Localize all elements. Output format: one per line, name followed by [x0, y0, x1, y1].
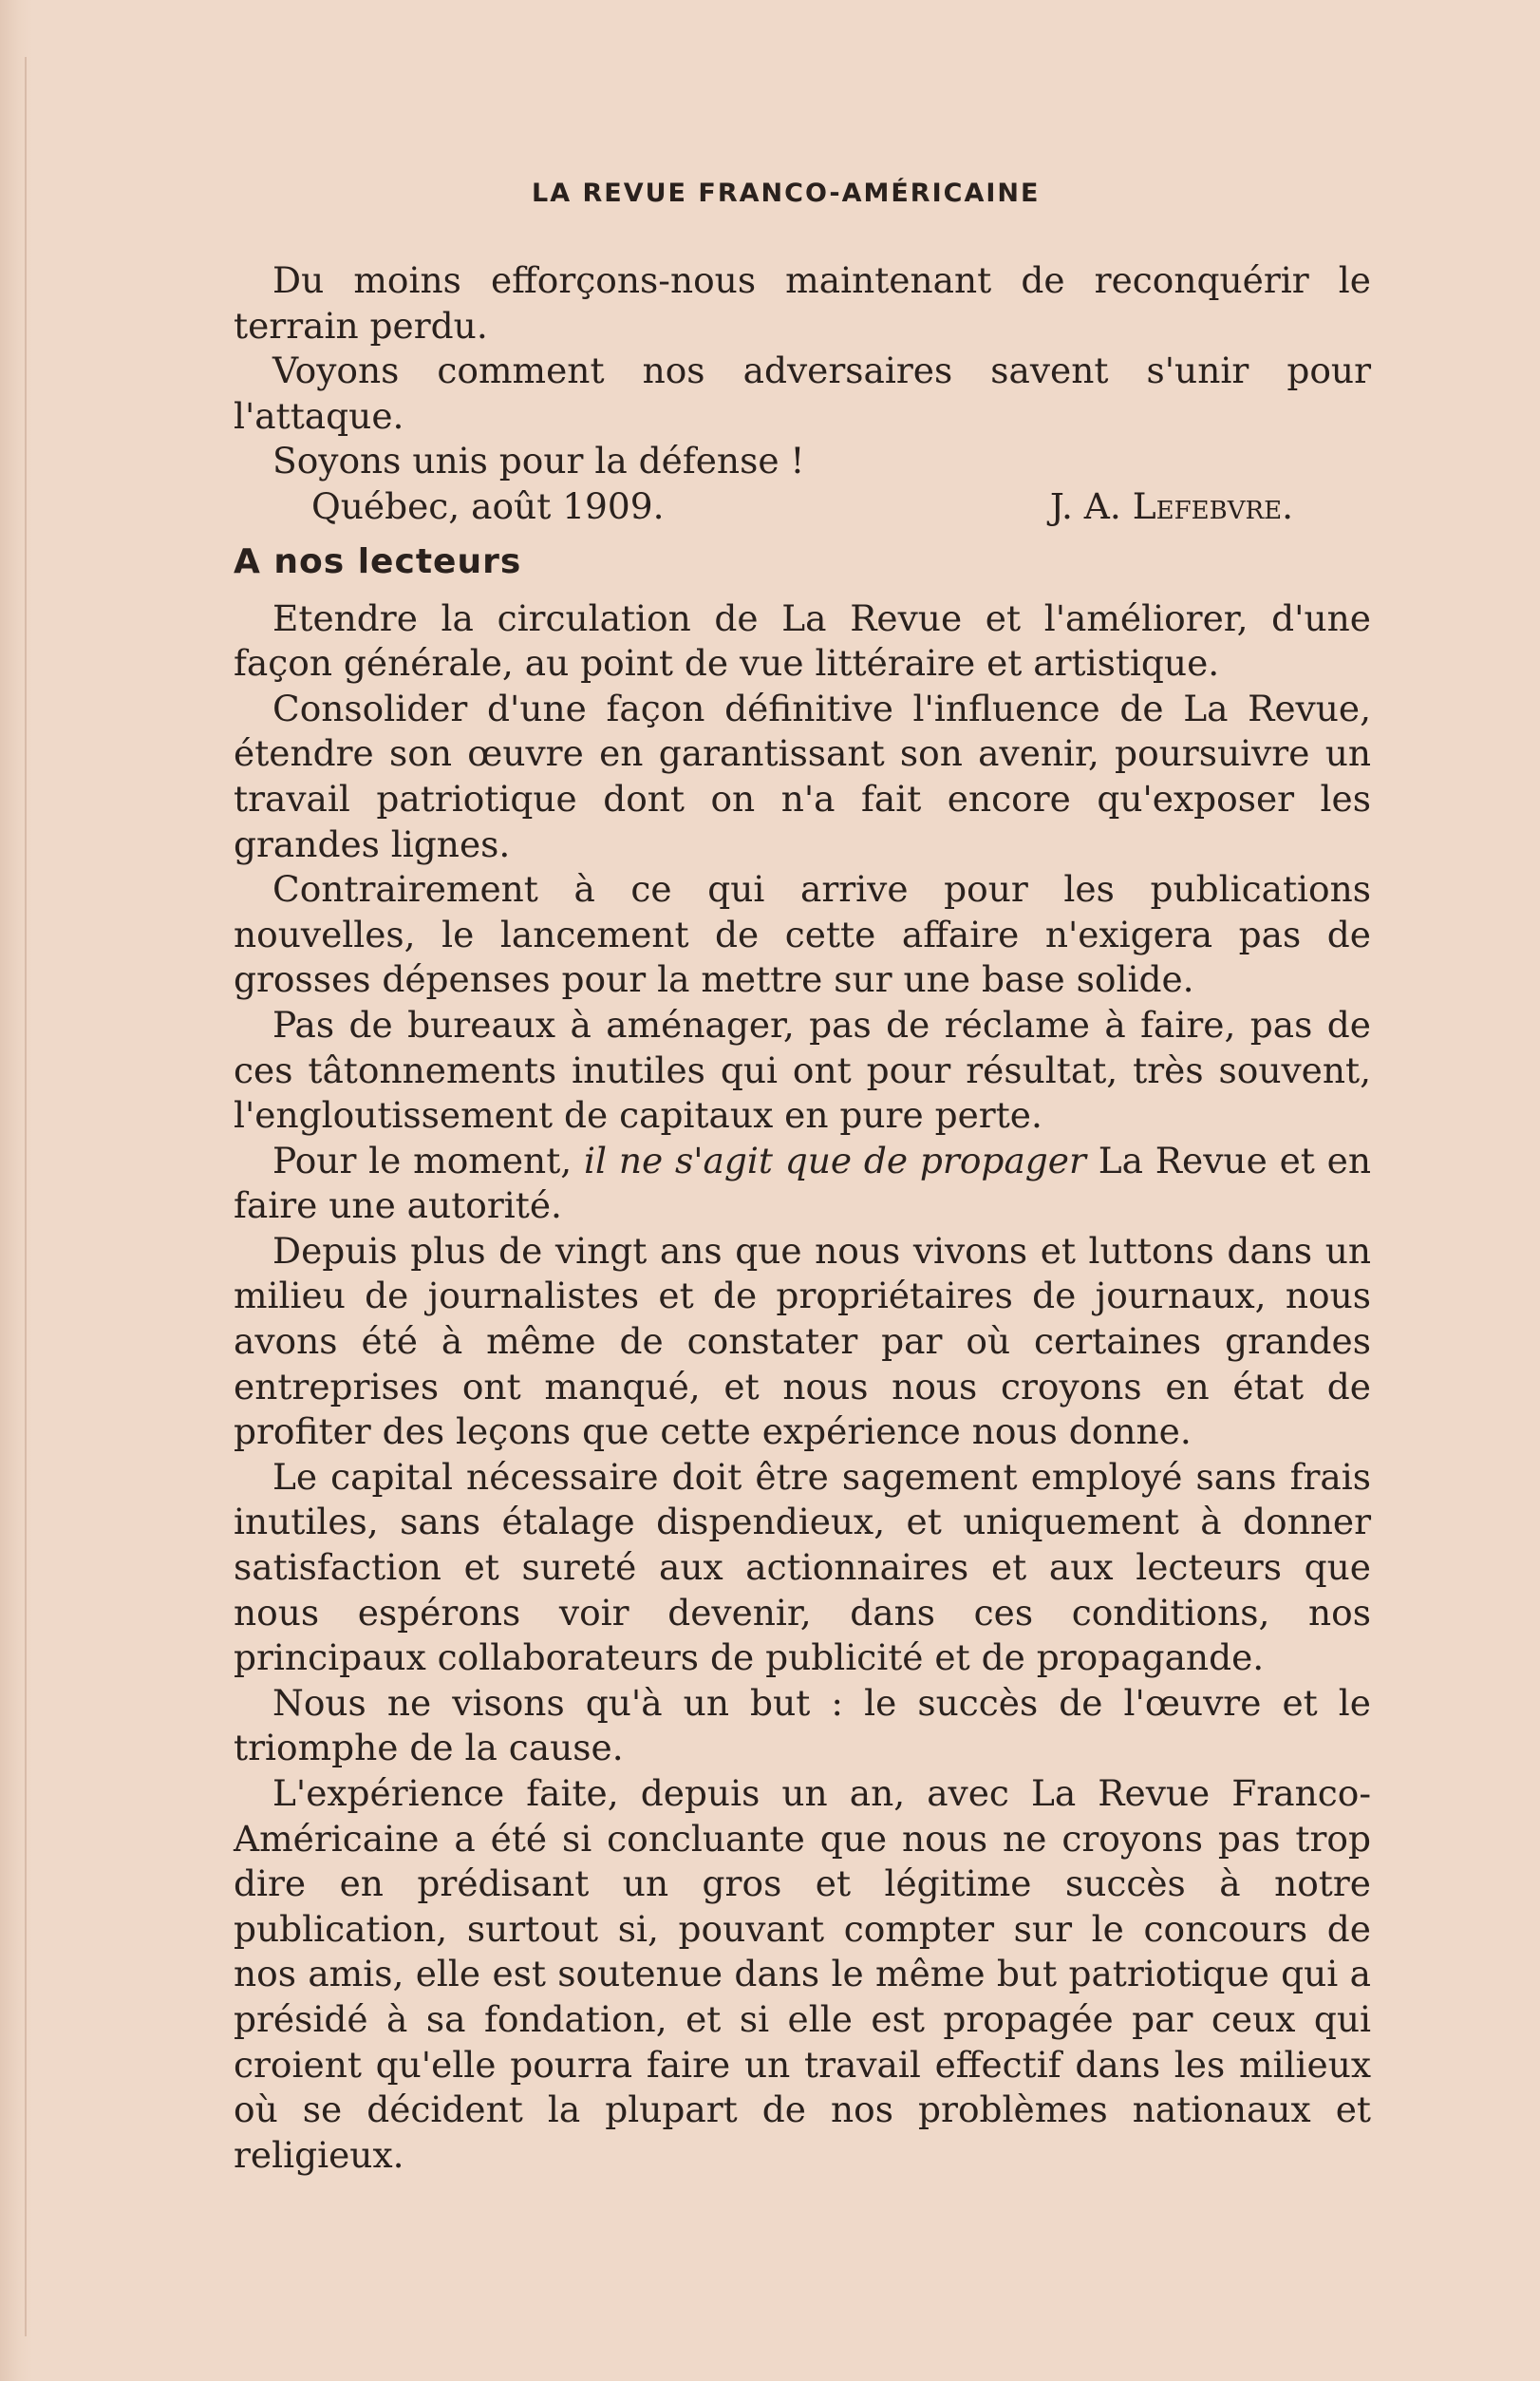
page-edge: [0, 0, 32, 2381]
paragraph-text: La Revue et en faire une autorité.: [234, 1139, 1371, 1227]
paragraph: [234, 1139, 1371, 1229]
section-title: A nos lecteurs: [234, 541, 522, 581]
paragraph: Contrairement à ce qui arrive pour les publications nouvelles, le lancement de cette affaire n'exigera pas de grosses dépenses pour la mettre sur une base solide.: [234, 868, 1371, 1001]
binding-edge: [25, 57, 27, 2336]
paragraph: Nous ne visons qu'à un but : le succès de l'œuvre et le triomphe de la cause.: [234, 1681, 1371, 1769]
intro-paragraph-2: Voyons comment nos adversaires savent s'unir pour l'attaque.: [234, 350, 1371, 437]
intro-paragraph-3: Soyons unis pour la défense !: [272, 440, 805, 482]
running-head: LA REVUE FRANCO-AMÉRICAINE: [532, 179, 1041, 208]
paragraph: L'expérience faite, depuis un an, avec La Revue Franco-Américaine a été si concluante que nous ne croyons pas trop dire en prédisant un gros et légitime succès à notre publication, surtout si, pouvant compter sur le concours de nos amis, elle est soutenue dans le même but patriotique qui a présidé à sa fondation, et si elle est propagée par ceux qui croient qu'elle pourra faire un travail effectif dans les milieux où se décident la plupart de nos problèmes nationaux et religieux.: [234, 1772, 1371, 2176]
page-body: [234, 258, 1371, 2178]
author-signature: J. A. Lefebvre.: [1049, 484, 1293, 527]
paragraph-text: Pour le moment,: [272, 1139, 585, 1181]
intro-paragraph-1: Du moins efforçons-nous maintenant de reconquérir le terrain perdu.: [234, 259, 1371, 347]
signature-line: [234, 484, 1371, 530]
paragraph: Pas de bureaux à aménager, pas de réclame à faire, pas de ces tâtonnements inutiles qui ont pour résultat, très souvent, l'engloutissement de capitaux en pure perte.: [234, 1003, 1371, 1137]
paragraph: Le capital nécessaire doit être sagement employé sans frais inutiles, sans étalage dispendieux, et uniquement à donner satisfaction et sureté aux actionnaires et aux lecteurs que nous espérons voir devenir, dans ces conditions, nos principaux collaborateurs de publicité et de propagande.: [234, 1455, 1371, 1679]
paragraph: Consolider d'une façon définitive l'influence de La Revue, étendre son œuvre en garantissant son avenir, poursuivre un travail patriotique dont on n'a fait encore qu'exposer les grandes lignes.: [234, 687, 1371, 865]
paragraph: Depuis plus de vingt ans que nous vivons et luttons dans un milieu de journalistes et de propriétaires de journaux, nous avons été à même de constater par où certaines grandes entreprises ont manqué, et nous nous croyons en état de profiter des leçons que cette expérience nous donne.: [234, 1229, 1371, 1453]
paragraph: Etendre la circulation de La Revue et l'améliorer, d'une façon générale, au point de vue littéraire et artistique.: [234, 596, 1371, 685]
place-date: Québec, août 1909.: [311, 484, 665, 527]
italic-text: il ne s'agit que de propager: [584, 1139, 1086, 1181]
